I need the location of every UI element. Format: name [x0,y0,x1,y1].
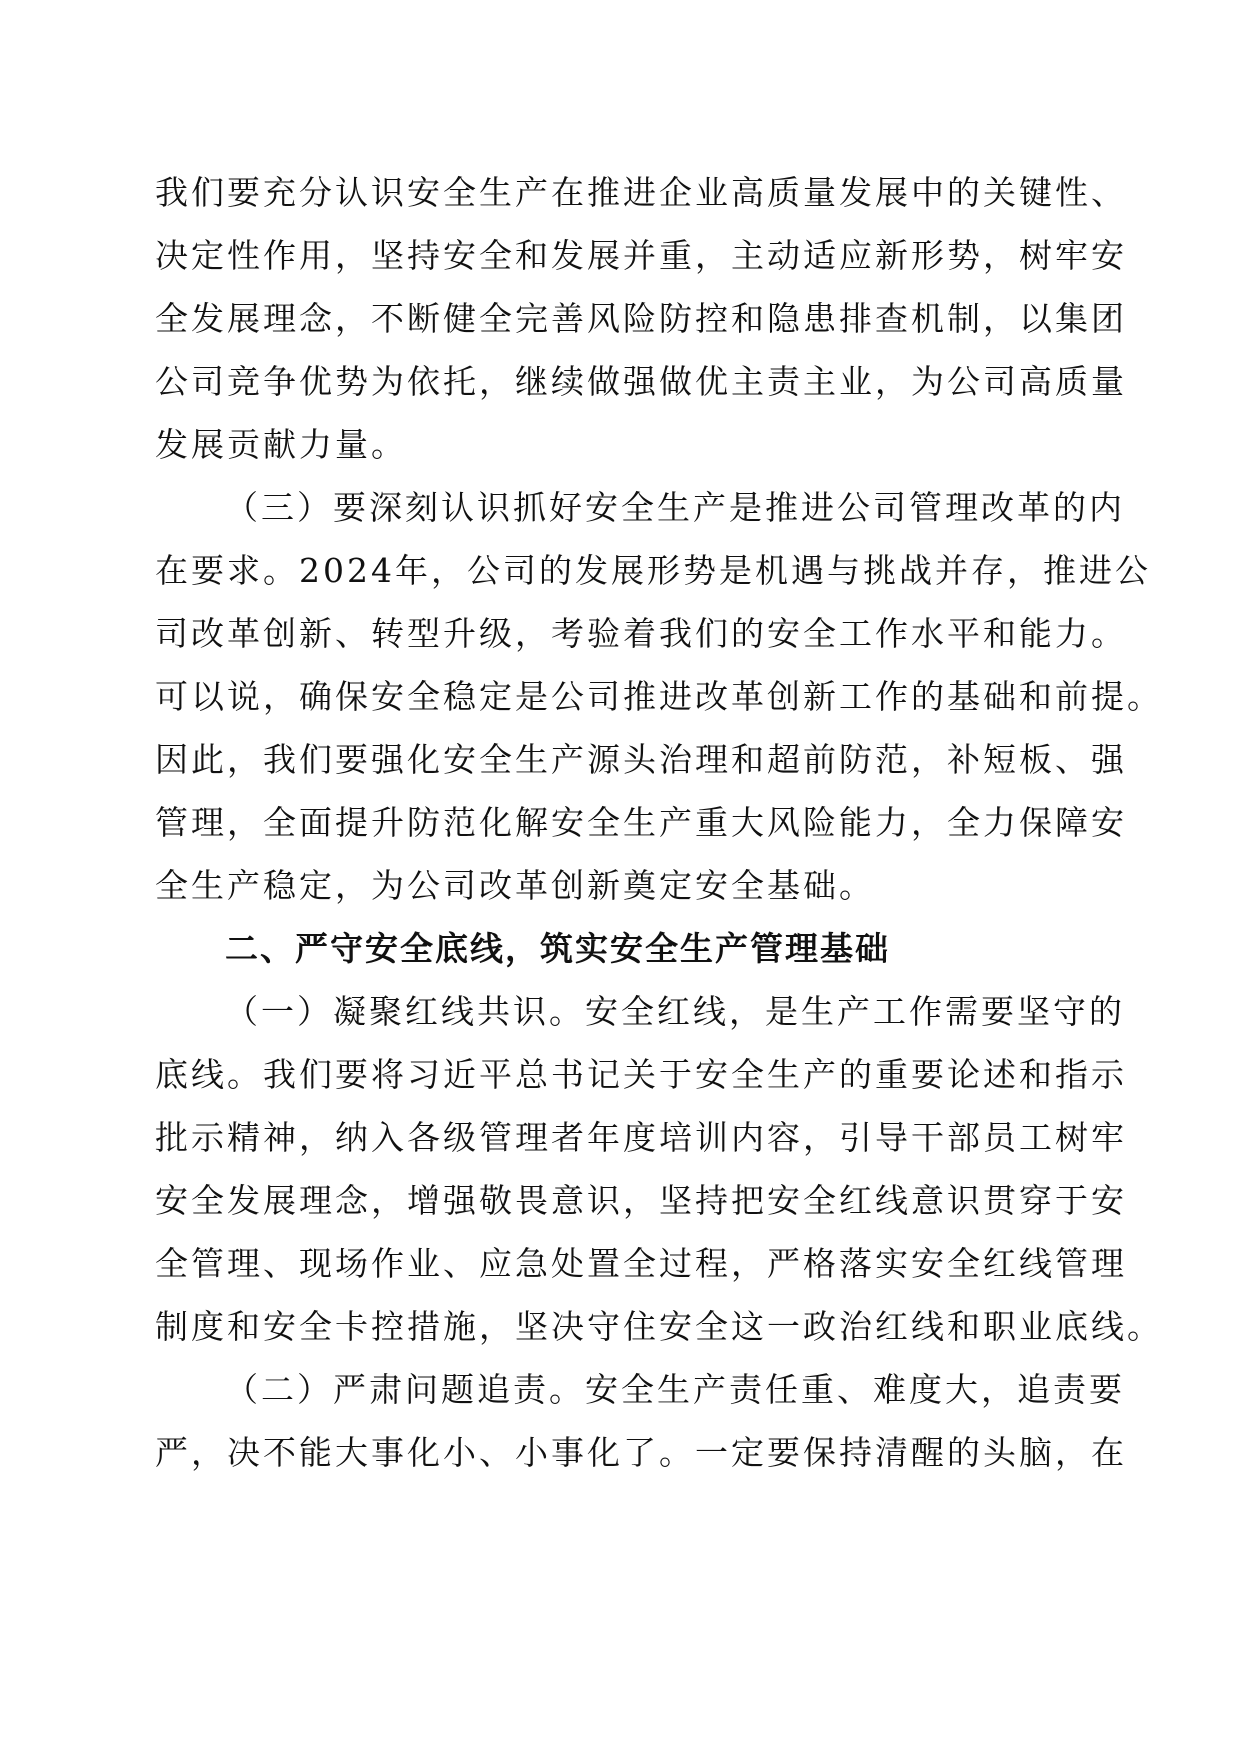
paragraph-line: （二）严肃问题追责。安全生产责任重、难度大，追责要 [225,1370,1125,1409]
paragraph-line: 因此，我们要强化安全生产源头治理和超前防范，补短板、强 [155,740,1127,779]
paragraph-line: 发展贡献力量。 [155,425,407,464]
paragraph-line: 公司竞争优势为依托，继续做强做优主责主业，为公司高质量 [155,362,1127,401]
section-heading: 二、严守安全底线，筑实安全生产管理基础 [225,929,890,968]
paragraph-line: （一）凝聚红线共识。安全红线，是生产工作需要坚守的 [225,992,1125,1031]
paragraph-line: 安全发展理念，增强敬畏意识，坚持把安全红线意识贯穿于安 [155,1181,1127,1220]
paragraph-line: 全发展理念，不断健全完善风险防控和隐患排查机制，以集团 [155,299,1127,338]
paragraph-line: 在要求。2024年，公司的发展形势是机遇与挑战并存，推进公 [155,551,1151,590]
paragraph-line: 底线。我们要将习近平总书记关于安全生产的重要论述和指示 [155,1055,1127,1094]
paragraph-line: 全管理、现场作业、应急处置全过程，严格落实安全红线管理 [155,1244,1127,1283]
paragraph-line: 制度和安全卡控措施，坚决守住安全这一政治红线和职业底线。 [155,1307,1163,1346]
paragraph-line: 决定性作用，坚持安全和发展并重，主动适应新形势，树牢安 [155,236,1127,275]
paragraph-line: 严，决不能大事化小、小事化了。一定要保持清醒的头脑，在 [155,1433,1127,1472]
paragraph-line: （三）要深刻认识抓好安全生产是推进公司管理改革的内 [225,488,1125,527]
paragraph-line: 批示精神，纳入各级管理者年度培训内容，引导干部员工树牢 [155,1118,1127,1157]
paragraph-line: 司改革创新、转型升级，考验着我们的安全工作水平和能力。 [155,614,1127,653]
paragraph-line: 可以说，确保安全稳定是公司推进改革创新工作的基础和前提。 [155,677,1163,716]
paragraph-line: 全生产稳定，为公司改革创新奠定安全基础。 [155,866,875,905]
paragraph-line: 我们要充分认识安全生产在推进企业高质量发展中的关键性、 [155,173,1127,212]
paragraph-line: 管理，全面提升防范化解安全生产重大风险能力，全力保障安 [155,803,1127,842]
